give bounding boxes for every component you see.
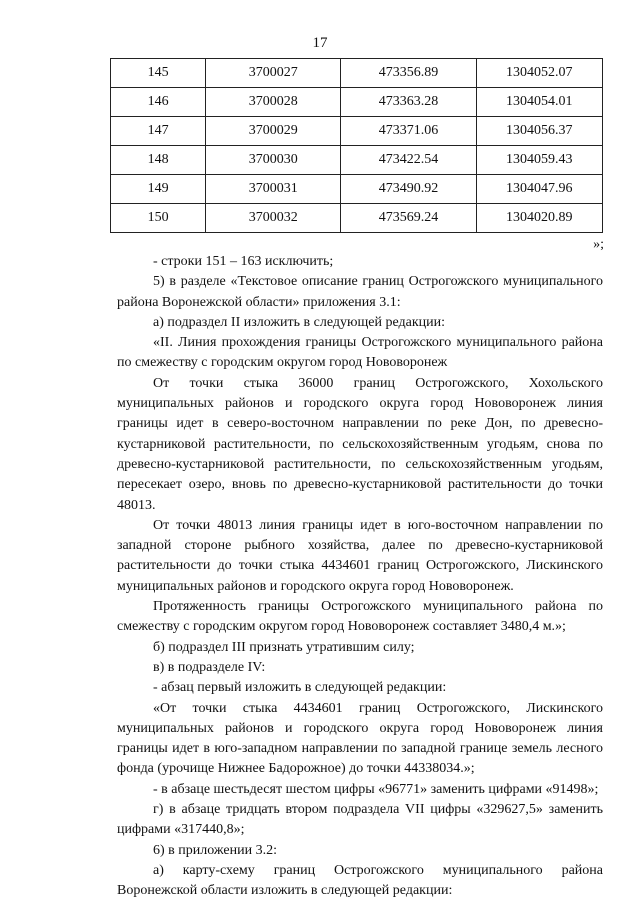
- table-cell: 1304056.37: [476, 117, 602, 146]
- paragraph: 6) в приложении 3.2:: [153, 842, 277, 858]
- paragraph: «II. Линия прохождения границы Острогожского муниципального района по смежеству с городским округом город Нововоронеж: [117, 335, 603, 371]
- table-cell: 473490.92: [341, 175, 476, 204]
- document-body: [117, 252, 603, 902]
- table-cell: 473356.89: [341, 59, 476, 88]
- paragraph: в) в подразделе IV:: [153, 659, 266, 675]
- table-cell: 147: [111, 117, 206, 146]
- table-cell: 1304054.01: [476, 88, 602, 117]
- table-cell: 473371.06: [341, 117, 476, 146]
- table-row: [111, 146, 603, 175]
- table-cell: 3700029: [206, 117, 341, 146]
- paragraph: - абзац первый изложить в следующей редакции:: [153, 680, 447, 696]
- paragraph: От точки 48013 линия границы идет в юго-восточном направлении по западной стороне рыбного хозяйства, далее по древесно-кустарниковой растительности до точки стыка 4434601 границ Острогожского, Лискинского муниципальных районов и городского округа город Нововоронеж.: [117, 517, 603, 594]
- table-cell: 148: [111, 146, 206, 175]
- table-cell: 145: [111, 59, 206, 88]
- table-row: [111, 88, 603, 117]
- table-cell: 473363.28: [341, 88, 476, 117]
- table-cell: 473569.24: [341, 204, 476, 233]
- table-cell: 3700032: [206, 204, 341, 233]
- table-cell: 1304020.89: [476, 204, 602, 233]
- table-row: [111, 59, 603, 88]
- paragraph: Протяженность границы Острогожского муниципального района по смежеству с городским округом город Нововоронеж составляет 3480,4 м.»;: [117, 599, 603, 635]
- paragraph: г) в абзаце тридцать втором подраздела VII цифры «329627,5» заменить цифрами «317440,8»;: [117, 802, 603, 838]
- paragraph: а) карту-схему границ Острогожского муниципального района Воронежской области изложить в следующей редакции:: [117, 862, 603, 899]
- paragraph: 5) в разделе «Текстовое описание границ Острогожского муниципального района Воронежской области» приложения 3.1:: [117, 274, 603, 310]
- paragraph: «От точки стыка 4434601 границ Острогожского, Лискинского муниципальных районов и городского округа город Нововоронеж линия границы идет в юго-западном направлении по западной границе земель лесного фонда (урочище Нижнее Бадорожное) до точки 44338034.»;: [117, 700, 603, 777]
- table-cell: 1304052.07: [476, 59, 602, 88]
- table-cell: 3700031: [206, 175, 341, 204]
- table-cell: 3700030: [206, 146, 341, 175]
- table-cell: 1304047.96: [476, 175, 602, 204]
- paragraph: - в абзаце шестьдесят шестом цифры «96771» заменить цифрами «91498»;: [153, 781, 599, 797]
- table-cell: 1304059.43: [476, 146, 602, 175]
- coordinates-table-body: [111, 59, 603, 233]
- table-cell: 3700027: [206, 59, 341, 88]
- table-cell: 473422.54: [341, 146, 476, 175]
- table-row: [111, 175, 603, 204]
- table-row: [111, 117, 603, 146]
- paragraph: б) подраздел III признать утратившим силу;: [153, 639, 415, 655]
- paragraph: а) подраздел II изложить в следующей редакции:: [153, 314, 445, 330]
- table-cell: 3700028: [206, 88, 341, 117]
- paragraph: - строки 151 – 163 исключить;: [153, 254, 334, 269]
- table-cell: 149: [111, 175, 206, 204]
- table-closing-quote: »;: [593, 237, 604, 252]
- table-cell: 146: [111, 88, 206, 117]
- table-row: [111, 204, 603, 233]
- page-number: 17: [312, 35, 328, 51]
- coordinates-table: [110, 58, 603, 233]
- paragraph: От точки стыка 36000 границ Острогожского, Хохольского муниципальных районов и городского округа город Нововоронеж линия границы идет в северо-восточном направлении по реке Дон, по древесно-кустарниковой растительности, по сельскохозяйственным угодьям, снова по древесно-кустарниковой растительности, по сельскохозяйственным угодьям, пересекает озеро, вновь по древесно-кустарниковой растительности до точки 48013.: [117, 375, 603, 513]
- table-cell: 150: [111, 204, 206, 233]
